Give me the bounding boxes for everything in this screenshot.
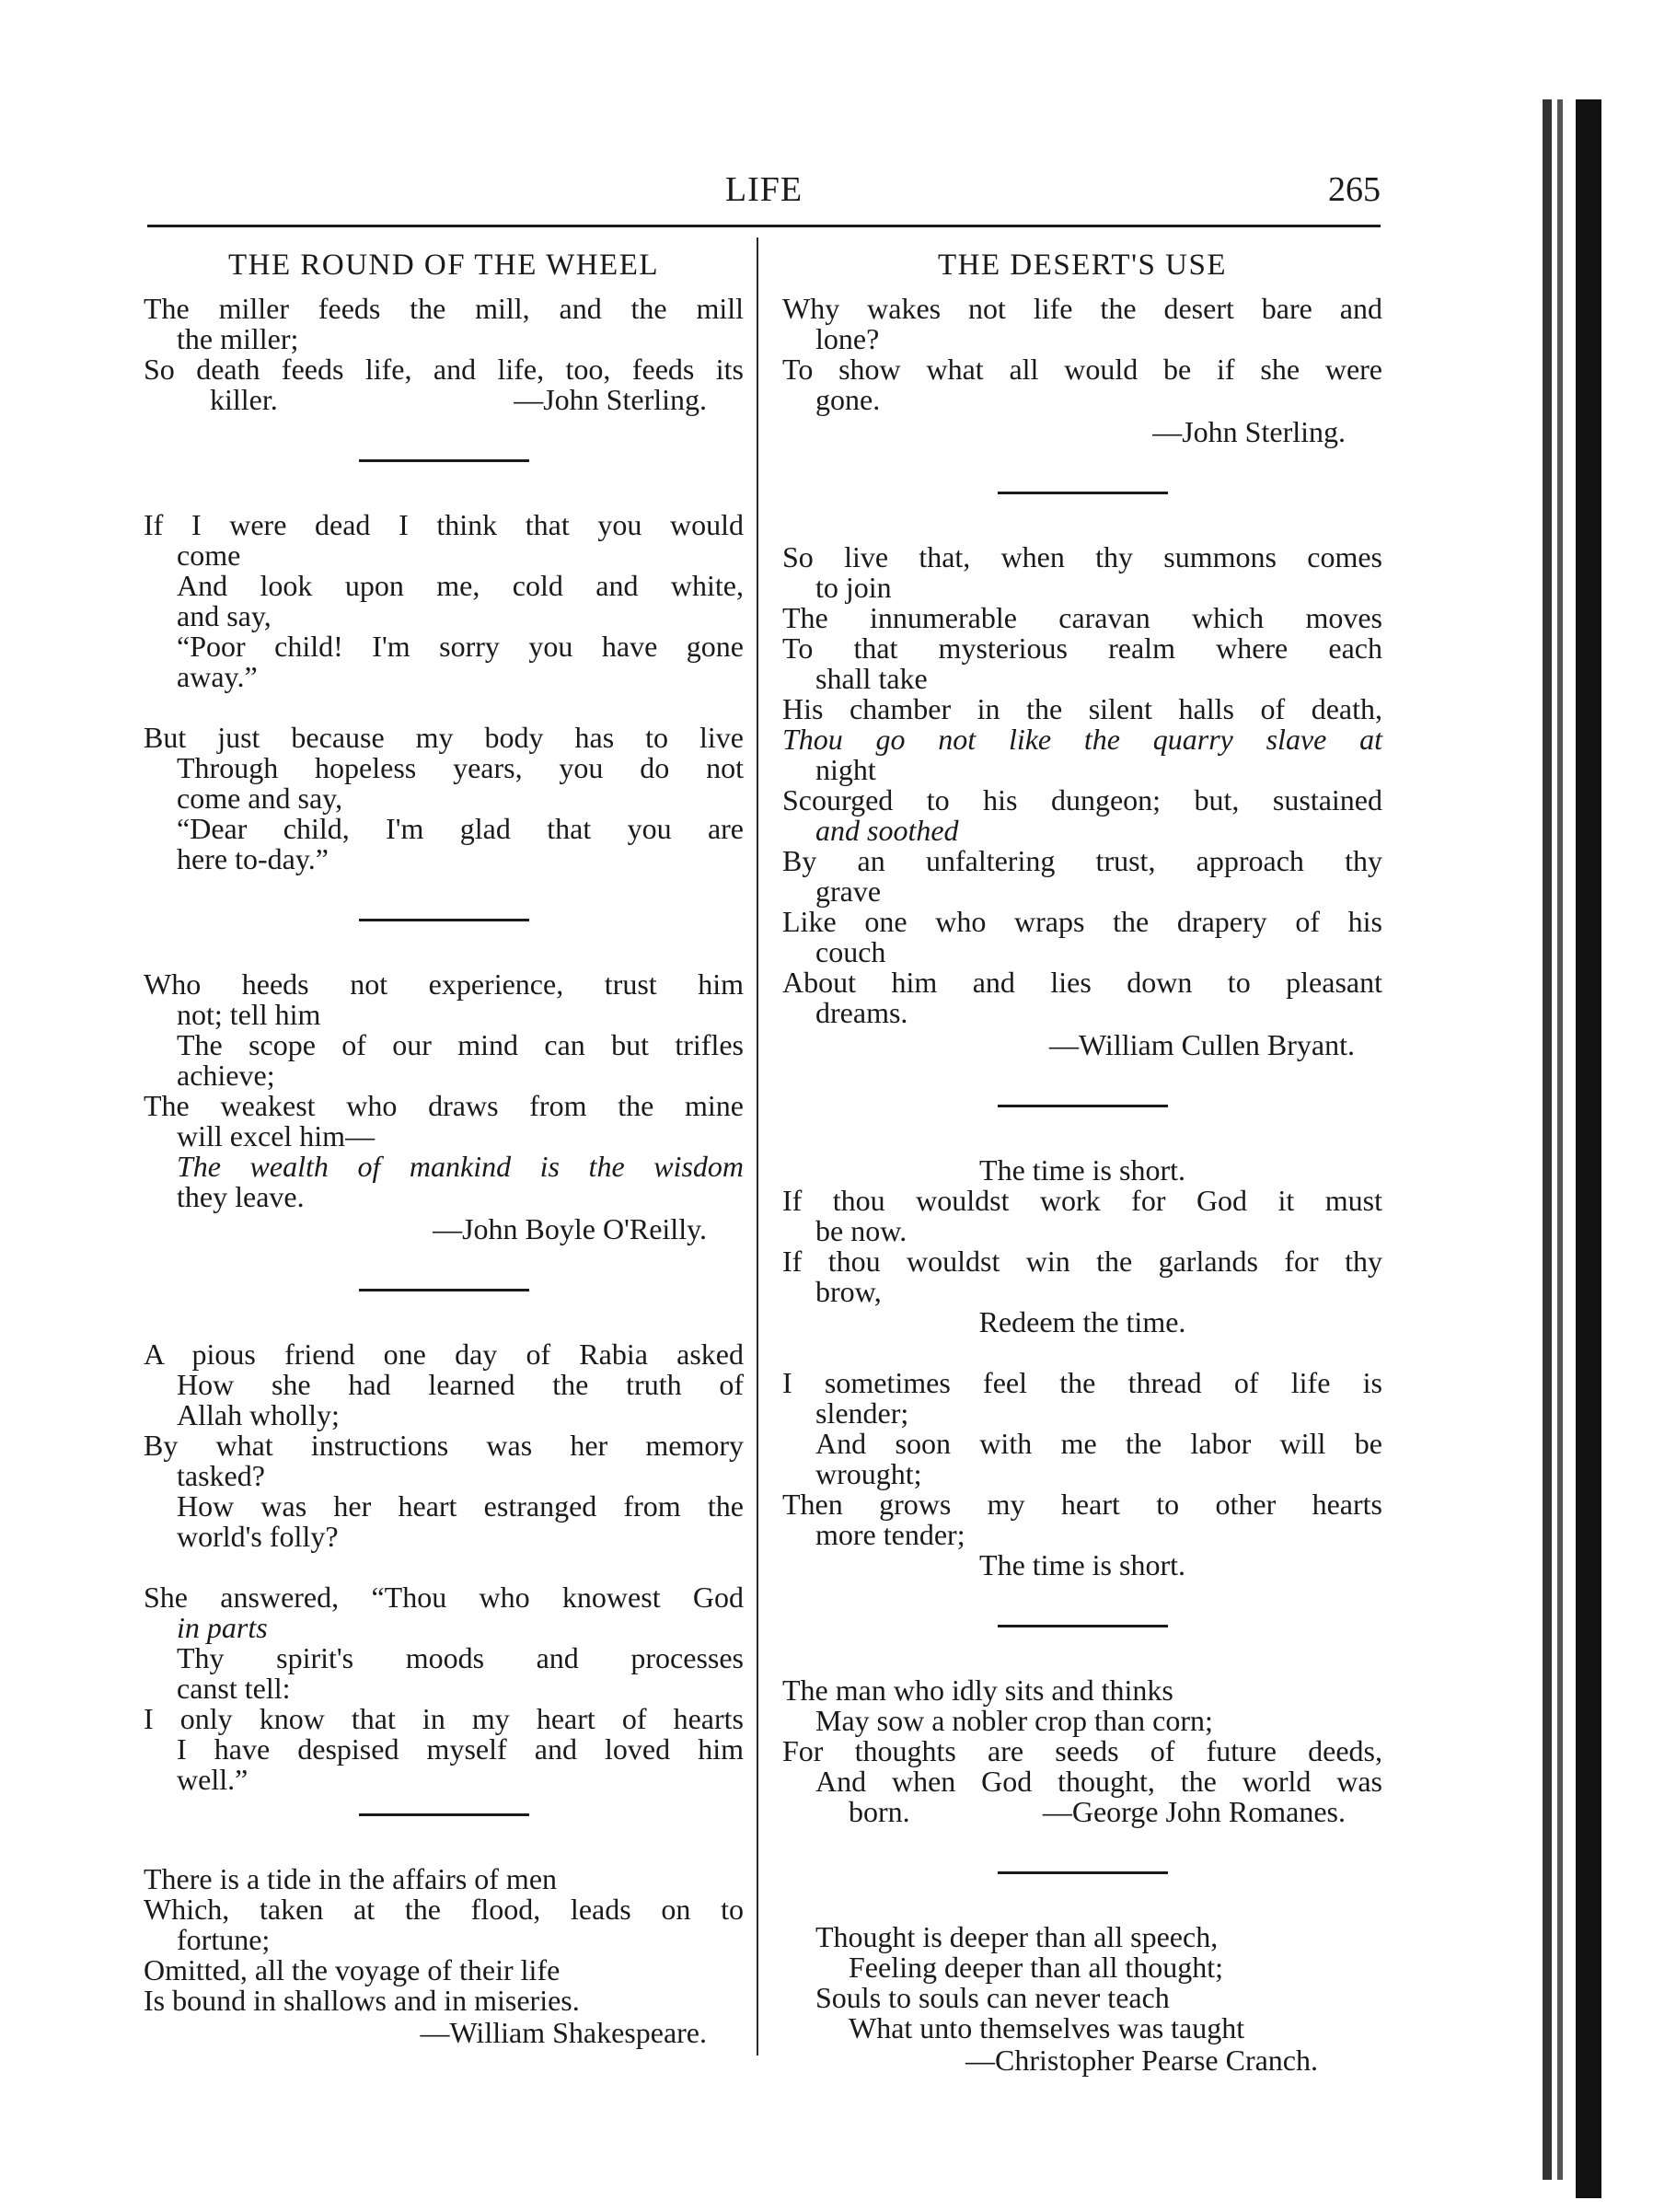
right-column xyxy=(782,241,1382,2076)
poem-line: Who heeds not experience, trust him xyxy=(144,967,744,1001)
poem-line: come and say, xyxy=(177,782,343,815)
poem-line: The time is short. xyxy=(979,1153,1185,1187)
stanza-gap xyxy=(782,1338,1382,1368)
poem-line: The miller feeds the mill, and the mill xyxy=(144,292,744,325)
poem-line: I sometimes feel the thread of life is xyxy=(782,1366,1382,1399)
poem-line: How was her heart estranged from the xyxy=(177,1489,744,1523)
poem-line: The scope of our mind can but trifles xyxy=(177,1028,744,1061)
poem-line: here to-day.” xyxy=(177,842,329,875)
poem-line: Thought is deeper than all speech, xyxy=(815,1920,1219,1953)
poem-line: “Dear child, I'm glad that you are xyxy=(177,812,744,845)
poem-line: The wealth of mankind is the wisdom xyxy=(177,1150,744,1183)
poem-line: The weakest who draws from the mine xyxy=(144,1089,744,1122)
separator-rule xyxy=(998,1105,1168,1107)
poem-line: gone. xyxy=(815,383,881,416)
poem-who-heeds-not xyxy=(144,969,744,1245)
poem-line: His chamber in the silent halls of death, xyxy=(782,692,1382,725)
poem-round-of-the-wheel xyxy=(144,250,744,415)
attribution: —George John Romanes. xyxy=(1042,1795,1346,1828)
poem-line: Why wakes not life the desert bare and xyxy=(782,292,1382,325)
poem-line: To show what all would be if she were xyxy=(782,353,1382,386)
separator-rule xyxy=(998,1625,1168,1627)
poem-line: And when God thought, the world was xyxy=(815,1765,1382,1798)
poem-line: more tender; xyxy=(815,1518,965,1551)
poem-line: Like one who wraps the drapery of his xyxy=(782,905,1382,938)
poem-line: Through hopeless years, you do not xyxy=(177,751,744,784)
poem-line: If I were dead I think that you would xyxy=(144,508,744,541)
poem-line: By an unfaltering trust, approach thy xyxy=(782,844,1382,877)
poem-line: canst tell: xyxy=(177,1672,291,1705)
poem-line: grave xyxy=(815,874,882,908)
left-column xyxy=(144,241,744,2048)
poem-line: achieve; xyxy=(177,1059,275,1092)
poem-line: Thy spirit's moods and processes xyxy=(177,1641,744,1674)
stanza xyxy=(144,1582,744,1795)
separator-rule xyxy=(359,1813,529,1816)
poem-line: About him and lies down to pleasant xyxy=(782,966,1382,999)
poem-line: will excel him— xyxy=(177,1119,376,1152)
attribution: —William Cullen Bryant. xyxy=(1049,1028,1355,1061)
stanza xyxy=(144,723,744,874)
poem-line: Souls to souls can never teach xyxy=(815,1981,1170,2014)
separator-rule xyxy=(359,1289,529,1291)
poem-deserts-use xyxy=(782,250,1382,447)
poem-line: come xyxy=(177,539,241,572)
poem-line: How she had learned the truth of xyxy=(177,1368,744,1401)
poem-line: Feeling deeper than all thought; xyxy=(849,1951,1223,1984)
poem-line: and say, xyxy=(177,599,272,632)
poem-line: Allah wholly; xyxy=(177,1398,340,1431)
separator-rule xyxy=(359,919,529,921)
poem-line: Then grows my heart to other hearts xyxy=(782,1488,1382,1521)
page-edge-shadow xyxy=(1557,99,1563,2180)
poem-rabia xyxy=(144,1339,744,1795)
poem-line: I have despised myself and loved him xyxy=(177,1732,744,1766)
poem-tide-in-affairs xyxy=(144,1864,744,2048)
poem-line: May sow a nobler crop than corn; xyxy=(815,1704,1213,1737)
poem-line: born. xyxy=(849,1795,910,1828)
poem-line: So live that, when thy summons comes xyxy=(782,540,1382,573)
page-number: 265 xyxy=(1328,170,1381,209)
poem-line: Omitted, all the voyage of their life xyxy=(144,1953,561,1986)
poem-line: in parts xyxy=(177,1611,268,1644)
poem-title: THE ROUND OF THE WHEEL xyxy=(227,249,660,282)
poem-line: The time is short. xyxy=(979,1548,1185,1581)
poem-line: world's folly? xyxy=(177,1520,339,1553)
poem-thought-deeper xyxy=(782,1922,1382,2076)
poem-line: they leave. xyxy=(177,1180,305,1213)
poem-line: Is bound in shallows and in miseries. xyxy=(144,1984,580,2017)
poem-last-line xyxy=(782,1797,1382,1827)
poem-line: The innumerable caravan which moves xyxy=(782,601,1382,634)
poem-line: And look upon me, cold and white, xyxy=(177,569,744,602)
poem-last-line xyxy=(144,385,744,415)
poem-line: A pious friend one day of Rabia asked xyxy=(144,1338,744,1371)
page-header xyxy=(147,164,1381,219)
separator-rule xyxy=(998,492,1168,494)
poem-line: tasked? xyxy=(177,1459,265,1492)
attribution: —John Boyle O'Reilly. xyxy=(433,1212,707,1245)
poem-idly-sits xyxy=(782,1675,1382,1827)
poem-line: shall take xyxy=(815,662,928,695)
poem-line: The man who idly sits and thinks xyxy=(782,1673,1173,1707)
poem-line: fortune; xyxy=(177,1923,271,1956)
poem-line: Thou go not like the quarry slave at xyxy=(782,723,1382,756)
poem-line: To that mysterious realm where each xyxy=(782,631,1382,665)
poem-line: She answered, “Thou who knowest God xyxy=(144,1581,744,1614)
poem-line: Which, taken at the flood, leads on to xyxy=(144,1893,744,1926)
stanza xyxy=(144,1339,744,1552)
poem-line: well.” xyxy=(177,1763,249,1796)
poem-line: brow, xyxy=(815,1275,882,1308)
stanza xyxy=(144,510,744,692)
attribution: —John Sterling. xyxy=(1152,415,1346,448)
poem-line: lone? xyxy=(815,322,880,355)
poem-thanatopsis xyxy=(782,542,1382,1060)
poem-line: not; tell him xyxy=(177,998,321,1031)
separator-rule xyxy=(998,1871,1168,1874)
poem-time-is-short xyxy=(782,1155,1382,1338)
poem-line: and soothed xyxy=(815,814,959,847)
column-divider xyxy=(757,237,758,2056)
poem-line: “Poor child! I'm sorry you have gone xyxy=(177,630,744,663)
separator-rule xyxy=(359,459,529,462)
attribution: —William Shakespeare. xyxy=(420,2016,707,2049)
poem-line: Scourged to his dungeon; but, sustained xyxy=(782,783,1382,816)
poem-if-i-were-dead xyxy=(144,510,744,874)
poem-line: For thoughts are seeds of future deeds, xyxy=(782,1734,1382,1767)
poem-line: I only know that in my heart of hearts xyxy=(144,1702,744,1735)
poem-line: slender; xyxy=(815,1396,909,1430)
poem-line: wrought; xyxy=(815,1457,922,1490)
poem-thread-of-life xyxy=(782,1368,1382,1581)
poem-line: be now. xyxy=(815,1214,907,1247)
poem-line: And soon with me the labor will be xyxy=(815,1427,1382,1460)
poem-line: the miller; xyxy=(177,322,299,355)
poem-line: dreams. xyxy=(815,996,908,1029)
poem-line: If thou wouldst work for God it must xyxy=(782,1184,1382,1217)
poem-line: What unto themselves was taught xyxy=(849,2011,1245,2044)
attribution: —Christopher Pearse Cranch. xyxy=(965,2044,1318,2077)
poem-line: Redeem the time. xyxy=(978,1305,1186,1338)
running-title: LIFE xyxy=(724,170,803,209)
poem-line: killer. xyxy=(210,383,278,416)
poem-line: So death feeds life, and life, too, feeds its xyxy=(144,353,744,386)
page-edge-bar xyxy=(1576,99,1601,2198)
page-edge-shadow xyxy=(1543,99,1552,2180)
poem-line: By what instructions was her memory xyxy=(144,1429,744,1462)
poem-line: away.” xyxy=(177,660,258,693)
poem-line: to join xyxy=(815,571,892,604)
attribution: —John Sterling. xyxy=(514,383,707,416)
poem-line: couch xyxy=(815,935,886,968)
poem-line: But just because my body has to live xyxy=(144,721,744,754)
header-rule xyxy=(147,225,1381,227)
poem-title: THE DESERT'S USE xyxy=(938,249,1227,282)
poem-line: If thou wouldst win the garlands for thy xyxy=(782,1245,1382,1278)
poem-line: There is a tide in the affairs of men xyxy=(144,1862,558,1895)
poem-line: night xyxy=(815,753,876,786)
